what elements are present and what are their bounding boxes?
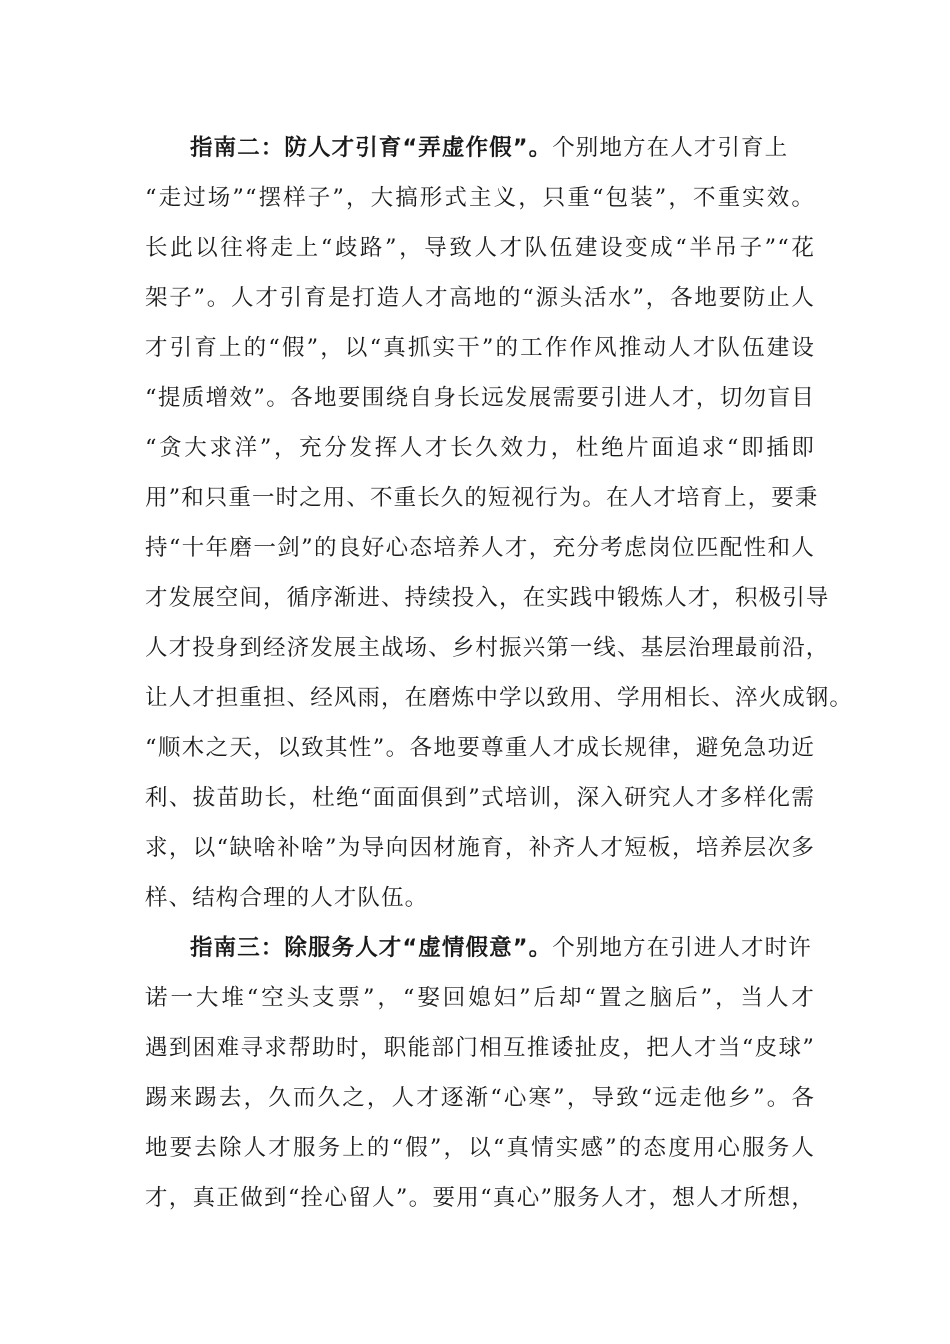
paragraph-2-line: 才发展空间，循序渐进、持续投入，在实践中锻炼人才，积极引导 [145, 585, 830, 611]
paragraph-2-line: “顺木之天，以致其性”。各地要尊重人才成长规律，避免急功近 [145, 735, 815, 761]
paragraph-2-line: 才引育上的“假”，以“真抓实干”的工作作风推动人才队伍建设 [145, 335, 815, 361]
paragraph-2-line: “贪大求洋”，充分发挥人才长久效力，杜绝片面追求“即插即 [145, 435, 815, 461]
paragraph-2-line: “走过场”“摆样子”，大搞形式主义，只重“包装”，不重实效。 [145, 185, 815, 211]
paragraph-3-line: 地要去除人才服务上的“假”，以“真情实感”的态度用心服务人 [145, 1135, 815, 1161]
paragraph-2-last-line: 样、结构合理的人才队伍。 [145, 885, 429, 911]
paragraph-3-line: 踢来踢去，久而久之，人才逐渐“心寒”，导致“远走他乡”。各 [145, 1085, 815, 1111]
paragraph-3-line: 遇到困难寻求帮助时，职能部门相互推诿扯皮，把人才当“皮球” [145, 1035, 815, 1061]
paragraph-3-line-0: 个别地方在引进人才时许 [552, 935, 812, 961]
paragraph-2-line: “提质增效”。各地要围绕自身长远发展需要引进人才，切勿盲目 [145, 385, 815, 411]
paragraph-3-first-line [145, 923, 815, 973]
paragraph-2-line: 人才投身到经济发展主战场、乡村振兴第一线、基层治理最前沿， [145, 635, 830, 661]
paragraph-2-line: 用”和只重一时之用、不重长久的短视行为。在人才培育上，要秉 [145, 485, 819, 511]
paragraph-2-line: 求，以“缺啥补啥”为导向因材施育，补齐人才短板，培养层次多 [145, 835, 815, 861]
paragraph-3-line: 才，真正做到“拴心留人”。要用“真心”服务人才，想人才所想， [145, 1185, 815, 1211]
paragraph-2-heading: 指南二：防人才引育“弄虚作假”。 [190, 135, 553, 161]
paragraph-2-line: 持“十年磨一剑”的良好心态培养人才，充分考虑岗位匹配性和人 [145, 535, 815, 561]
paragraph-3-heading: 指南三：除服务人才“虚情假意”。 [190, 935, 553, 961]
paragraph-2-line: 让人才担重担、经风雨，在磨炼中学以致用、学用相长、淬火成钢。 [145, 685, 854, 711]
paragraph-2-line: 架子”。人才引育是打造人才高地的“源头活水”，各地要防止人 [145, 285, 815, 311]
paragraph-2-line-0: 个别地方在人才引育上 [552, 135, 789, 161]
paragraph-2-line: 长此以往将走上“歧路”，导致人才队伍建设变成“半吊子”“花 [145, 235, 815, 261]
paragraph-2-first-line [145, 123, 815, 173]
document-body [145, 123, 854, 1223]
paragraph-2-line: 利、拔苗助长，杜绝“面面俱到”式培训，深入研究人才多样化需 [145, 785, 815, 811]
paragraph-3-line: 诺一大堆“空头支票”，“娶回媳妇”后却“置之脑后”，当人才 [145, 985, 815, 1011]
